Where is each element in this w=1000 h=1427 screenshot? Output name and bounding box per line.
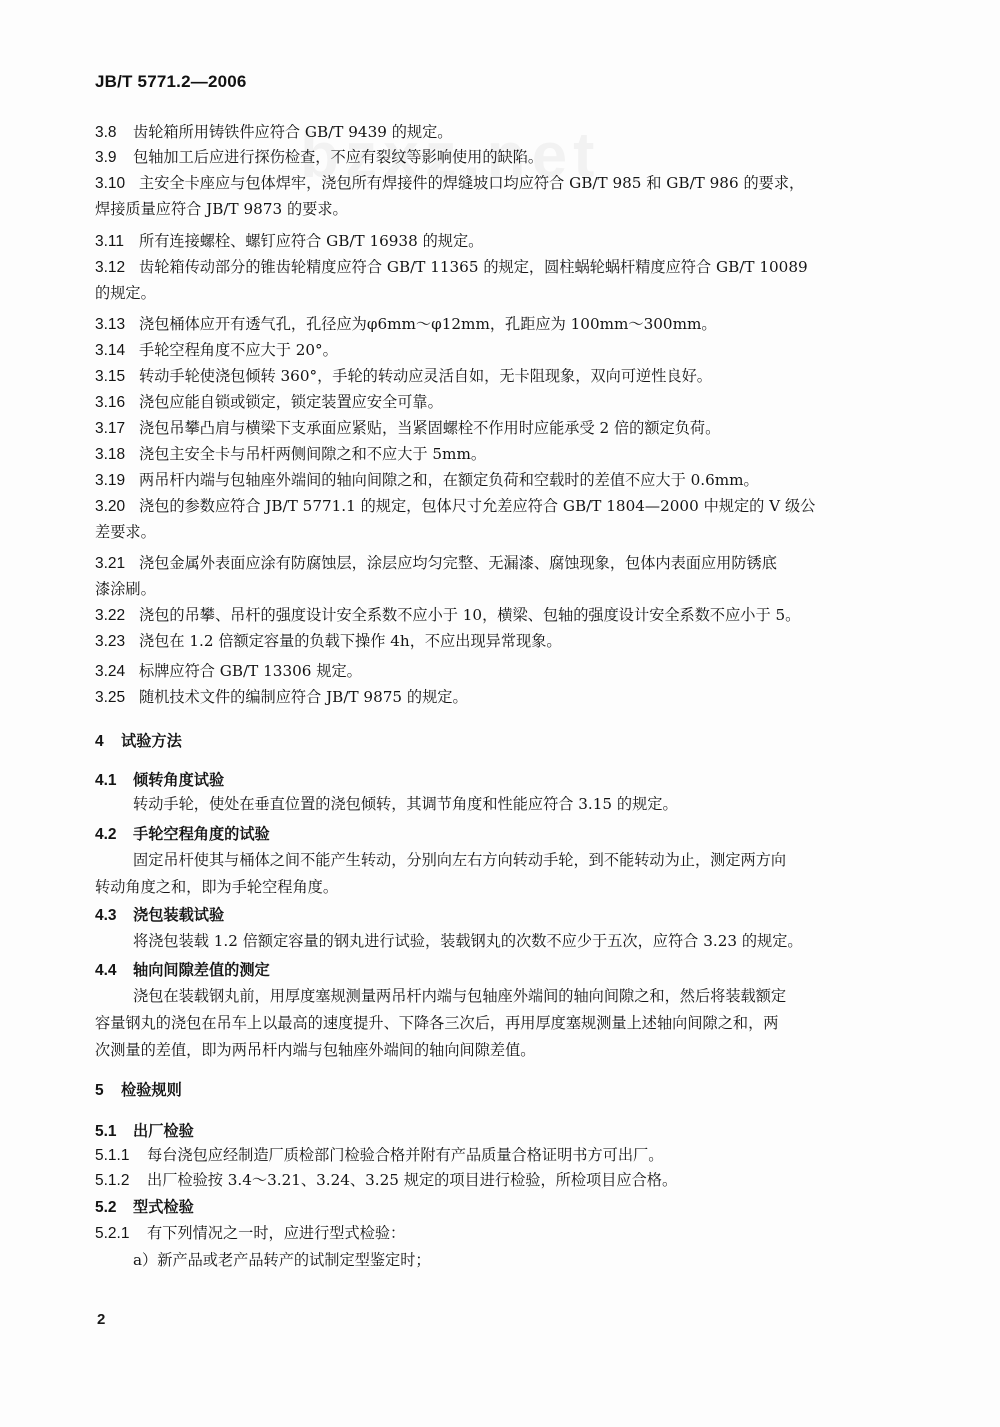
page-number: 2 bbox=[97, 1311, 106, 1328]
clause-3-16: 3.16 浇包应能自锁或锁定，锁定装置应安全可靠。 bbox=[95, 393, 443, 411]
clause-3-21: 3.21 浇包金属外表面应涂有防腐蚀层，涂层应均匀完整、无漏漆、腐蚀现象，包体内表面应用防锈底 bbox=[95, 554, 777, 572]
clause-3-14: 3.14 手轮空程角度不应大于 20°。 bbox=[95, 341, 338, 359]
clause-3-11: 3.11 所有连接螺栓、螺钉应符合 GB/T 16938 的规定。 bbox=[95, 232, 484, 250]
clause-3-12: 3.12 齿轮箱传动部分的锥齿轮精度应符合 GB/T 11365 的规定，圆柱蜗轮蜗杆精度应符合 GB/T 10089 bbox=[95, 258, 808, 276]
clause-3-24: 3.24 标牌应符合 GB/T 13306 规定。 bbox=[95, 662, 362, 680]
section-4-heading: 4 试验方法 bbox=[95, 732, 182, 750]
standard-code-header: JB/T 5771.2—2006 bbox=[95, 72, 247, 91]
subsection-5-2-heading: 5.2 型式检验 bbox=[95, 1198, 194, 1216]
clause-3-8: 3.8 齿轮箱所用铸铁件应符合 GB/T 9439 的规定。 bbox=[95, 123, 453, 141]
subsection-5-1-heading: 5.1 出厂检验 bbox=[95, 1122, 194, 1140]
clause-5-1-2: 5.1.2 出厂检验按 3.4～3.21、3.24、3.25 规定的项目进行检验，所检项目应合格。 bbox=[95, 1171, 678, 1189]
clause-3-9: 3.9 包轴加工后应进行探伤检查，不应有裂纹等影响使用的缺陷。 bbox=[95, 148, 544, 166]
subsection-4-1-heading: 4.1 倾转角度试验 bbox=[95, 771, 225, 789]
section-5-heading: 5 检验规则 bbox=[95, 1081, 182, 1099]
clause-3-22: 3.22 浇包的吊攀、吊杆的强度设计安全系数不应小于 10，横梁、包轴的强度设计安全系数不应小于 5。 bbox=[95, 606, 801, 624]
clause-3-19: 3.19 两吊杆内端与包轴座外端间的轴向间隙之和，在额定负荷和空载时的差值不应大于 0.6mm。 bbox=[95, 471, 759, 489]
subsection-4-4-text-1: 浇包在装载钢丸前，用厚度塞规测量两吊杆内端与包轴座外端间的轴向间隙之和，然后将装载额定 bbox=[133, 987, 787, 1005]
clause-3-10-cont: 焊接质量应符合 JB/T 9873 的要求。 bbox=[95, 200, 348, 218]
list-item-a: a）新产品或老产品转产的试制定型鉴定时； bbox=[133, 1251, 431, 1269]
clause-3-10: 3.10 主安全卡座应与包体焊牢，浇包所有焊接件的焊缝坡口均应符合 GB/T 985 和 GB/T 986 的要求， bbox=[95, 174, 805, 192]
clause-3-13: 3.13 浇包桶体应开有透气孔，孔径应为φ6mm～φ12mm，孔距应为 100mm～300mm。 bbox=[95, 315, 717, 333]
clause-3-25: 3.25 随机技术文件的编制应符合 JB/T 9875 的规定。 bbox=[95, 688, 468, 706]
subsection-4-3-heading: 4.3 浇包装载试验 bbox=[95, 906, 225, 924]
clause-3-21-cont: 漆涂刷。 bbox=[95, 580, 156, 598]
subsection-4-4-heading: 4.4 轴向间隙差值的测定 bbox=[95, 961, 270, 979]
subsection-4-2-heading: 4.2 手轮空程角度的试验 bbox=[95, 825, 270, 843]
subsection-4-1-text: 转动手轮，使处在垂直位置的浇包倾转，其调节角度和性能应符合 3.15 的规定。 bbox=[133, 795, 678, 813]
clause-5-1-1: 5.1.1 每台浇包应经制造厂质检部门检验合格并附有产品质量合格证明书方可出厂。 bbox=[95, 1146, 664, 1164]
clause-3-23: 3.23 浇包在 1.2 倍额定容量的负载下操作 4h，不应出现异常现象。 bbox=[95, 632, 562, 650]
clause-3-17: 3.17 浇包吊攀凸肩与横梁下支承面应紧贴，当紧固螺栓不作用时应能承受 2 倍的额定负荷。 bbox=[95, 419, 721, 437]
clause-5-2-1: 5.2.1 有下列情况之一时，应进行型式检验： bbox=[95, 1224, 406, 1242]
clause-3-20: 3.20 浇包的参数应符合 JB/T 5771.1 的规定，包体尺寸允差应符合 GB/T 1804—2000 中规定的 V 级公 bbox=[95, 497, 816, 515]
subsection-4-3-text: 将浇包装载 1.2 倍额定容量的钢丸进行试验，装载钢丸的次数不应少于五次，应符合 3.23 的规定。 bbox=[133, 932, 803, 950]
clause-3-18: 3.18 浇包主安全卡与吊杆两侧间隙之和不应大于 5mm。 bbox=[95, 445, 487, 463]
clause-3-15: 3.15 转动手轮使浇包倾转 360°，手轮的转动应灵活自如，无卡阻现象，双向可逆性良好。 bbox=[95, 367, 712, 385]
subsection-4-2-text-1: 固定吊杆使其与桶体之间不能产生转动，分别向左右方向转动手轮，到不能转动为止，测定两方向 bbox=[133, 851, 787, 869]
subsection-4-4-text-3: 次测量的差值，即为两吊杆内端与包轴座外端间的轴向间隙差值。 bbox=[95, 1041, 536, 1059]
clause-3-12-cont: 的规定。 bbox=[95, 284, 156, 302]
clause-3-20-cont: 差要求。 bbox=[95, 523, 156, 541]
subsection-4-2-text-2: 转动角度之和，即为手轮空程角度。 bbox=[95, 878, 338, 896]
subsection-4-4-text-2: 容量钢丸的浇包在吊车上以最高的速度提升、下降各三次后，再用厚度塞规测量上述轴向间隙之和，两 bbox=[95, 1014, 779, 1032]
